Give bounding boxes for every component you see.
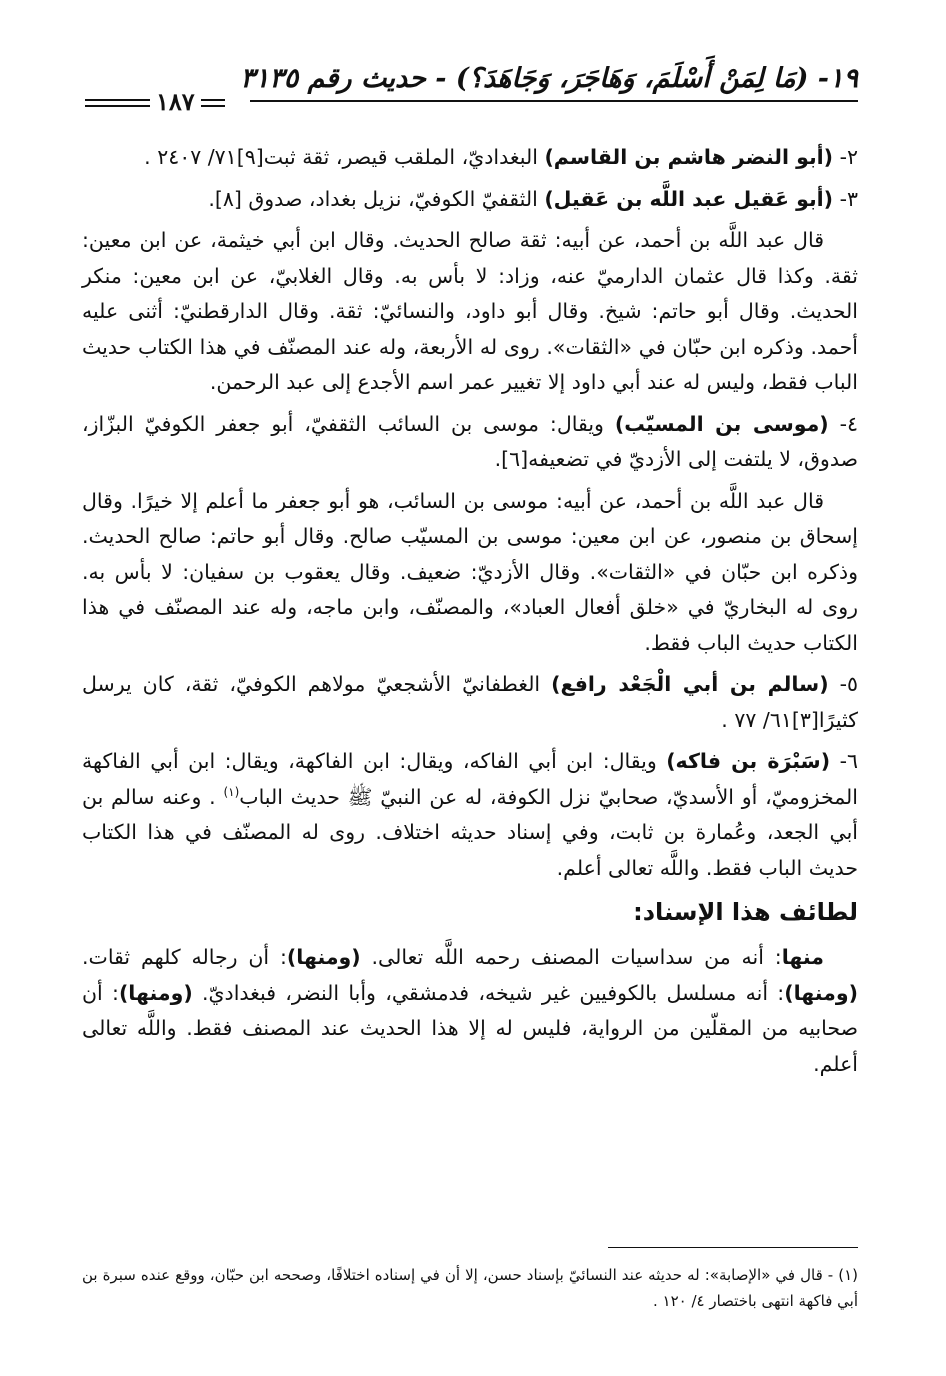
entry-4: ٤- (موسى بن المسيّب) ويقال: موسى بن السائب الثقفيّ، أبو جعفر الكوفيّ البزّاز، صدوق، لا يلتفت إلى الأزديّ في تضعيفه[٦]. [82, 411, 859, 471]
footnote-rule [608, 1247, 858, 1248]
narrator-name: (أبو النضر هاشم بن القاسم) [544, 145, 834, 169]
entry-4-commentary: قال عبد اللَّه بن أحمد، عن أبيه: موسى بن السائب، هو أبو جعفر ما أعلم إلا خيرًا. وقال إسحاق بن منصور، عن ابن معين: موسى بن المسيّب صالح. وقال أبو حاتم: صالح الحديث. وذكره ابن حبّان في «الثقات». وقال الأزديّ: ضعيف. وقال يعقوب بن سفيان: لا بأس به. روى له البخاريّ في «خلق أفعال العباد»، والمصنّف، وابن ماجه، وله عند المصنّف في هذا الكتاب حديث الباب فقط. [82, 488, 858, 655]
footnote-ref[interactable]: (١) [223, 784, 240, 799]
narrator-name: (موسى بن المسيّب) [614, 411, 829, 436]
entry-2: ٢- (أبو النضر هاشم بن القاسم) البغداديّ، الملقب قيصر، ثقة ثبت[٩]٧١/ ٢٤٠٧ . [144, 145, 858, 169]
section-heading: لطائف هذا الإسناد: [633, 898, 858, 926]
page-number: ١٨٧ [150, 89, 201, 115]
running-head: ١٩- (مَا لِمَنْ أَسْلَمَ، وَهَاجَرَ، وَجَاهَدَ؟) - حديث رقم ٣١٣٥ [240, 63, 858, 94]
entry-3: ٣- (أبو عَقيل عبد اللَّه بن عَقيل) الثقفيّ الكوفيّ، نزيل بغداد، صدوق [٨]. [208, 186, 858, 211]
narrator-name: (سالم بن أبي الْجَعْد رافع) [551, 672, 829, 696]
footnote: (١) - قال في «الإصابة»: له حديثه عند النسائيّ بإسناد حسن، إلا أن في إسناده اختلافًا، وصححه ابن حبّان، ووقع عنده سبرة بن أبي فاكهة انتهى باختصار ٤/ ١٢٠ . [82, 1266, 858, 1310]
narrator-name: (أبو عَقيل عبد اللَّه بن عَقيل) [544, 186, 834, 211]
entry-6: ٦- (سَبْرَة بن فاكه) ويقال: ابن أبي الفاكه، ويقال: ابن الفاكهة، ويقال: ابن أبي الفاكهة المخزوميّ، أو الأسديّ، صحابيّ نزل الكوفة، له عن النبيّ ﷺ حديث الباب$^{(١)}$ . وعنه سالم بن أبي الجعد، وعُمارة بن ثابت، وفي إسناد حديثه اختلاف. روى له المصنّف في هذا الكتاب حديث الباب فقط. واللَّه تعالى أعلم. [82, 749, 858, 880]
entry-3-commentary: قال عبد اللَّه بن أحمد، عن أبيه: ثقة صالح الحديث. وقال ابن أبي خيثمة، عن ابن معين: ثقة. وكذا قال عثمان الدارميّ عنه، وزاد: لا بأس به. وقال الغلابيّ، عن ابن معين: منكر الحديث. وقال أبو حاتم: شيخ. وقال أبو داود، والنسائيّ: ثقة. وقال الدارقطنيّ: أثنى عليه أحمد. وذكره ابن حبّان في «الثقات». روى له الأربعة، وله عند المصنّف في هذا الكتاب حديث الباب فقط، وليس له عند أبي داود إلا تغيير عمر اسم الأجدع إلى عبد الرحمن. [82, 228, 858, 394]
section-paragraph: منها: أنه من سداسيات المصنف رحمه اللَّه تعالى. (ومنها): أن رجاله كلهم ثقات. (ومنها): أنه مسلسل بالكوفيين غير شيخه، فدمشقي، وأبا النضر، فبغداديّ. (ومنها): أن صحابيه من المقلّين من الرواية، فليس له إلا هذا الحديث عند المصنف فقط. واللَّه تعالى أعلم. [82, 945, 858, 1076]
entry-5: ٥- (سالم بن أبي الْجَعْد رافع) الغطفانيّ الأشجعيّ مولاهم الكوفيّ، ثقة، كان يرسل كثيرًا[٣]٦١/ ٧٧ . [82, 672, 858, 732]
header-rule [250, 100, 858, 102]
main-text [82, 140, 858, 1088]
narrator-name: (سَبْرَة بن فاكه) [666, 749, 831, 773]
